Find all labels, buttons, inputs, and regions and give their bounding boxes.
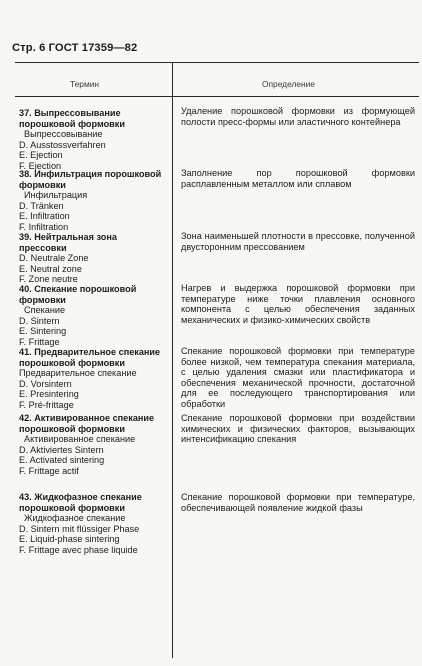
definition-40: Нагрев и выдержка порошковой формовки при температуре ниже точки плавления основного компонента с целью обеспечения заданных механических и физико-химических свойств — [181, 283, 415, 325]
term-entry-38 — [19, 169, 165, 232]
term-english: E. Presintering — [19, 389, 79, 399]
term-german: D. Ausstossverfahren — [19, 139, 106, 150]
definition-39: Зона наименьшей плотности в прессовке, полученной двусторонним прессованием — [181, 231, 415, 252]
term-french: F. Ejection — [19, 160, 62, 171]
term-german: D. Sintern — [19, 315, 60, 326]
column-header-term: Термин — [70, 79, 100, 89]
term-title: 43. Жидкофазное спекание порошковой формовки — [19, 492, 142, 513]
term-french: F. Frittage — [19, 336, 60, 347]
term-english: E. Activated sintering — [19, 455, 105, 465]
term-french: F. Zone neutre — [19, 274, 78, 284]
definition-43: Спекание порошковой формовки при температуре, обеспечивающей появление жидкой фазы — [181, 492, 415, 513]
term-french: F. Infiltration — [19, 221, 69, 232]
term-entry-41 — [19, 347, 165, 410]
table-column-divider — [172, 62, 173, 658]
term-french: F. Pré-frittage — [19, 399, 74, 410]
page-header: Стр. 6 ГОСТ 17359—82 — [12, 42, 138, 54]
term-german: D. Tränken — [19, 200, 64, 211]
term-english: E. Ejection — [19, 150, 63, 160]
term-synonym: Выпрессовывание — [24, 129, 103, 139]
term-synonym: Жидкофазное спекание — [24, 513, 126, 523]
table-top-rule — [15, 62, 419, 63]
term-synonym: Предварительное спекание — [19, 368, 137, 378]
term-english: E. Neutral zone — [19, 263, 82, 274]
term-german: D. Neutrale Zone — [19, 253, 89, 263]
table-header-rule — [15, 96, 419, 97]
definition-37: Удаление порошковой формовки из формующей полости пресс-формы или эластичного контейнера — [181, 106, 415, 127]
term-title: 42. Активированное спекание порошковой формовки — [19, 413, 155, 434]
definition-42: Спекание порошковой формовки при воздействии химических и физических факторов, вызывающих интенсификацию спекания — [181, 413, 415, 445]
term-title: 39. Нейтральная зона прессовки — [19, 232, 117, 253]
term-entry-37 — [19, 108, 165, 171]
term-entry-40 — [19, 284, 165, 347]
definition-38: Заполнение пор порошковой формовки расплавленным металлом или сплавом — [181, 168, 415, 189]
term-entry-39 — [19, 232, 165, 285]
term-german: D. Vorsintern — [19, 378, 72, 389]
term-title: 41. Предварительное спекание порошковой формовки — [19, 347, 161, 368]
term-title: 37. Выпрессовывание порошковой формовки — [19, 108, 125, 129]
term-synonym: Спекание — [24, 305, 66, 315]
term-title: 38. Инфильтрация порошковой формовки — [19, 169, 162, 190]
term-synonym: Активированное спекание — [24, 434, 136, 444]
term-english: E. Liquid-phase sintering — [19, 534, 120, 544]
column-header-definition: Определение — [262, 79, 315, 89]
term-french: F. Frittage avec phase liquide — [19, 544, 138, 555]
term-french: F. Frittage actif — [19, 465, 79, 476]
term-english: E. Sintering — [19, 326, 67, 336]
term-german: D. Aktiviertes Sintern — [19, 444, 104, 455]
term-entry-43 — [19, 492, 165, 555]
definition-41: Спекание порошковой формовки при температуре более низкой, чем температура спекания материала, с целью удаления смазки или пластификатора и обеспечения механической прочности, достаточной для ее последующего транспортирования или обработки — [181, 346, 415, 409]
term-german: D. Sintern mit flüssiger Phase — [19, 523, 140, 534]
term-entry-42 — [19, 413, 165, 476]
term-title: 40. Спекание порошковой формовки — [19, 284, 137, 305]
term-synonym: Инфильтрация — [24, 190, 88, 200]
term-english: E. Infiltration — [19, 211, 70, 221]
